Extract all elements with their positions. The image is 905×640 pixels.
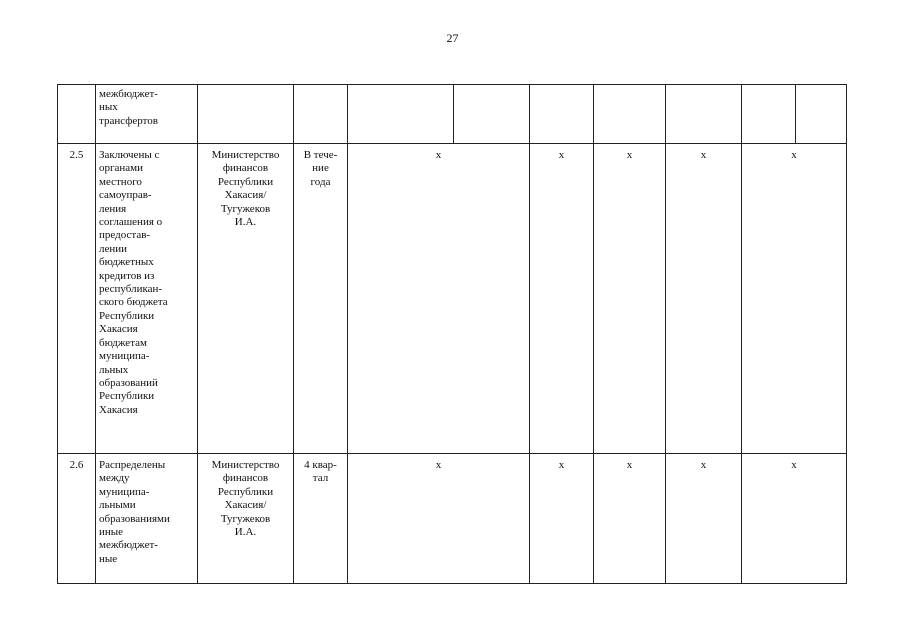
row-number: 2.5 (58, 144, 96, 454)
executor-line: Министерство (211, 149, 280, 161)
mark-cell: х (530, 144, 594, 454)
term-cell (294, 144, 348, 454)
executor-line: Хакасия/ (224, 189, 267, 202)
task-line: Республики (99, 390, 155, 403)
task-line: между (99, 472, 130, 485)
mark-cell: х (666, 144, 742, 454)
task-line: местного (99, 175, 142, 188)
task-cell (96, 454, 198, 584)
task-line: межбюджет- (99, 88, 158, 100)
task-line: ского бюджета (99, 296, 168, 309)
executor-line: Министерство (211, 459, 280, 471)
mark-cell (530, 85, 594, 144)
term-line: 4 квар- (304, 459, 337, 471)
plan-table (57, 84, 847, 584)
executor-line: финансов (222, 162, 269, 175)
mark-cell: х (742, 144, 847, 454)
executor-line: Республики (217, 175, 274, 188)
task-line: Распределены (99, 459, 166, 471)
task-line: межбюджет- (99, 539, 158, 552)
task-line: органами (99, 162, 144, 175)
executor-line: Республики (217, 485, 274, 498)
task-line: ления (99, 202, 127, 215)
task-line: самоуправ- (99, 189, 152, 202)
task-line: кредитов из (99, 269, 155, 282)
mark-cell: х (594, 144, 666, 454)
task-line: Заключены с (99, 149, 160, 161)
mark-cell (594, 85, 666, 144)
task-line: Республики (99, 309, 155, 322)
task-line: льными (99, 499, 136, 512)
executor-cell (198, 454, 294, 584)
task-line: Хакасия (99, 323, 138, 336)
term-cell (294, 454, 348, 584)
task-line: республикан- (99, 283, 163, 296)
task-line: ных (99, 101, 118, 114)
task-line: муниципа- (99, 485, 150, 498)
mark-cell (742, 85, 796, 144)
task-line: льных (99, 363, 129, 376)
term-line: В тече- (303, 149, 338, 161)
mark-cell: х (594, 454, 666, 584)
task-line: бюджетам (99, 336, 147, 349)
mark-cell (796, 85, 847, 144)
executor-line: Тугужеков (220, 512, 271, 525)
task-line: Хакасия (99, 403, 138, 416)
task-line: предостав- (99, 229, 151, 242)
task-line: образований (99, 376, 158, 389)
task-line: иные (99, 526, 124, 539)
page-number: 27 (446, 31, 459, 45)
task-line: соглашения о (99, 216, 163, 229)
term-cell (294, 85, 348, 144)
mark-cell: х (742, 454, 847, 584)
term-line: тал (312, 472, 329, 485)
task-cell (96, 85, 198, 144)
executor-cell (198, 85, 294, 144)
executor-line: Хакасия/ (224, 499, 267, 512)
executor-cell (198, 144, 294, 454)
mark-cell: х (530, 454, 594, 584)
executor-line: И.А. (234, 216, 257, 229)
mark-cell: х (666, 454, 742, 584)
task-line: бюджетных (99, 256, 154, 269)
task-line: образованиями (99, 512, 170, 525)
mark-cell: х (348, 454, 530, 584)
task-line: муниципа- (99, 350, 150, 363)
term-line: ние (312, 162, 329, 175)
executor-line: финансов (222, 472, 269, 485)
table-row (58, 144, 847, 454)
mark-cell (666, 85, 742, 144)
task-cell (96, 144, 198, 454)
mark-cell (454, 85, 530, 144)
executor-line: И.А. (234, 526, 257, 539)
table-row (58, 454, 847, 584)
task-line: лении (99, 242, 128, 255)
row-number: 2.6 (58, 454, 96, 584)
executor-line: Тугужеков (220, 202, 271, 215)
mark-cell: х (348, 144, 530, 454)
mark-cell (348, 85, 454, 144)
row-number (58, 85, 96, 144)
task-line: ные (99, 552, 118, 565)
task-line: трансфертов (99, 114, 158, 127)
term-line: года (310, 175, 331, 188)
table-row (58, 85, 847, 144)
